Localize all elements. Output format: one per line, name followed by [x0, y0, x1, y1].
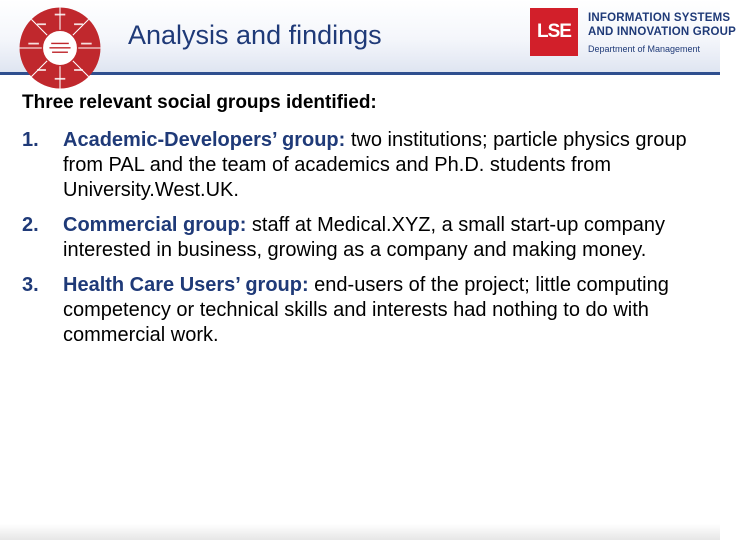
- item-number: 3.: [22, 274, 39, 296]
- finding-item: [22, 213, 712, 263]
- item-lead: Academic-Developers’ group:: [63, 129, 346, 151]
- item-lead: Commercial group:: [63, 214, 247, 236]
- item-lead: Health Care Users’ group:: [63, 274, 309, 296]
- item-number: 1.: [22, 129, 39, 151]
- slide-title: Analysis and findings: [128, 20, 382, 50]
- findings-list: [22, 128, 712, 358]
- finding-item: [22, 273, 712, 348]
- lse-mark: LSE: [530, 8, 578, 56]
- item-text: two institutions; particle physics group from PAL and the team of academics and Ph.D. students from University.West.UK.: [63, 129, 687, 201]
- process-wheel-diagram: [16, 4, 104, 92]
- footer-bar: [0, 524, 720, 540]
- finding-item: [22, 128, 712, 203]
- lse-logo: [530, 8, 736, 58]
- item-text: end-users of the project; little computing competency or technical skills and interests had nothing to do with commercial work.: [63, 274, 669, 346]
- group-name-line-2: AND INNOVATION GROUP: [588, 26, 736, 38]
- intro-heading: Three relevant social groups identified:: [22, 92, 377, 113]
- department-name: Department of Management: [588, 44, 701, 54]
- item-text: staff at Medical.XYZ, a small start-up company interested in business, growing as a company and making money.: [63, 214, 666, 261]
- group-name-line-1: INFORMATION SYSTEMS: [588, 12, 731, 24]
- item-number: 2.: [22, 214, 39, 236]
- header-divider: [0, 72, 720, 75]
